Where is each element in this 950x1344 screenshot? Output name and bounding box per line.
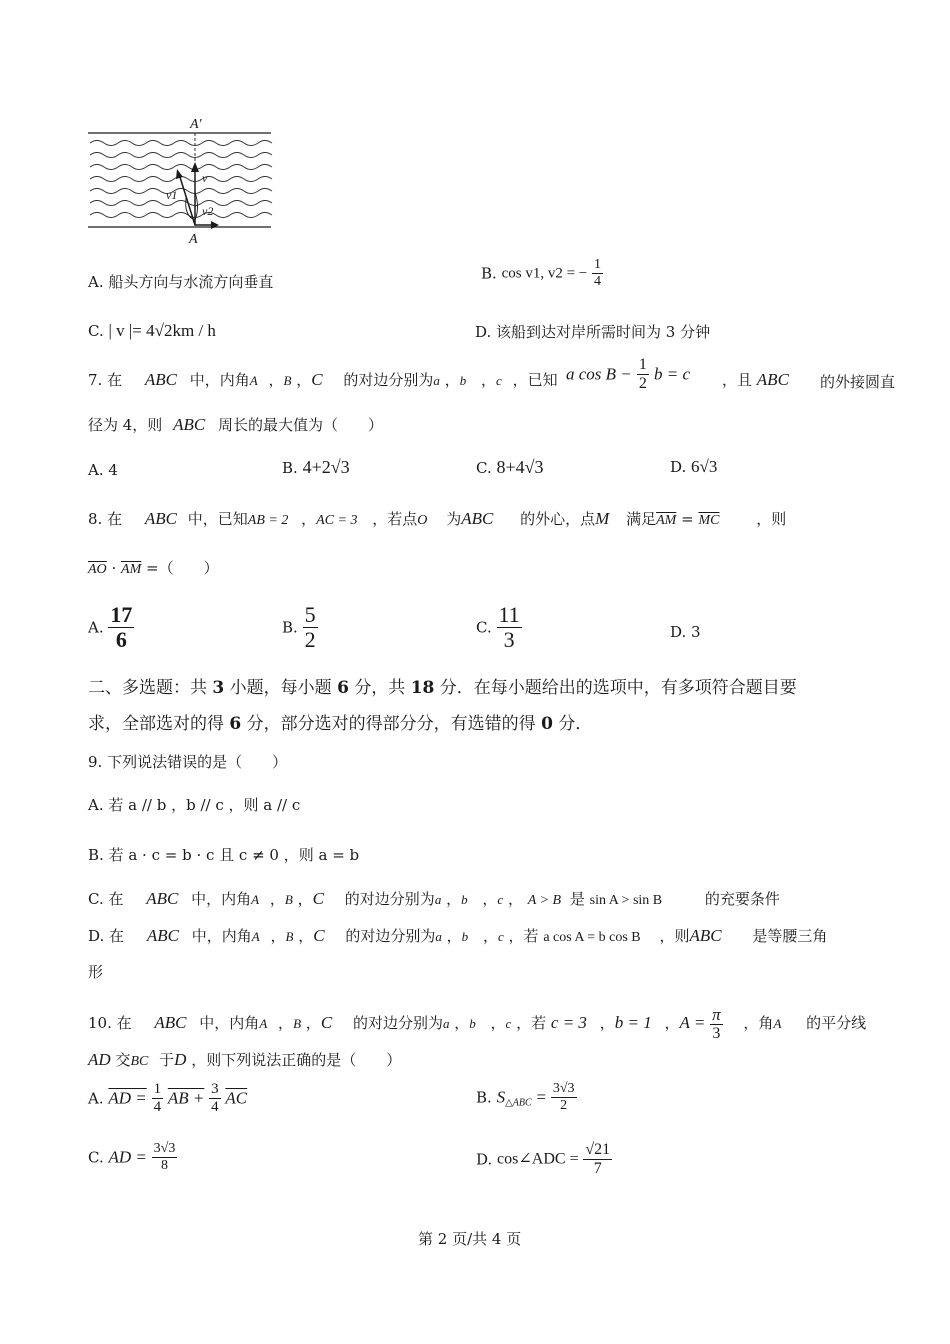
q9-c-cond: A > B xyxy=(527,893,562,908)
q7-t4: ，且 xyxy=(722,371,753,389)
q10-t8: ，则下列说法正确的是（ ） xyxy=(191,1051,402,1069)
q8-option-d: D. 3 xyxy=(670,623,701,641)
q9-d-B: B xyxy=(285,929,294,944)
q10-b-n: 3√3 xyxy=(552,1081,575,1096)
q9-d-C: C xyxy=(313,926,325,945)
q9-option-d: D. 在 ABC 中，内角A ，B ，C 的对边分别为a ，b ，c ，若 a cos A = b cos B ，则ABC 是等腰三角 xyxy=(88,926,828,945)
q6-option-b xyxy=(481,258,603,289)
q10-number: 10. 在 xyxy=(88,1014,132,1032)
q10-t4: ，角 xyxy=(743,1014,774,1032)
q7-option-b xyxy=(282,457,350,478)
q7-stem-line1: 7. 在 ABC 中，内角A ，B ，C 的对边分别为a ，b ，c ，已知 xyxy=(88,370,558,389)
section2-n4: 6 xyxy=(229,714,242,734)
q10-b-d: 2 xyxy=(560,1098,568,1113)
q10-B: B xyxy=(293,1016,302,1031)
q8-ao: $\overline{AO}$ xyxy=(88,562,107,577)
q6-option-b-prefix: B. xyxy=(481,264,497,283)
q7-option-d xyxy=(670,457,717,477)
section2-l2c: 分． xyxy=(558,714,593,734)
q7-t4-wrap xyxy=(722,370,789,390)
q9-option-a: A. 若 a // b ，b // c ，则 a // c xyxy=(88,796,301,814)
q10-a-r: $\overline{AC}$ xyxy=(225,1088,248,1108)
q10-option-b xyxy=(476,1082,577,1114)
q10-t3: ，若 xyxy=(516,1014,547,1032)
q8-t3: 为 xyxy=(446,510,462,528)
q10-t7: 于 xyxy=(159,1051,175,1069)
q7-t1: 中，内角 xyxy=(189,371,250,389)
q8-ac: AC = 3 xyxy=(316,513,358,528)
q7-option-d-value: 6√3 xyxy=(691,457,718,476)
q10-c-d: 8 xyxy=(161,1158,169,1173)
q9-c-abc: ABC xyxy=(146,889,179,908)
q10-a-n2: 3 xyxy=(211,1081,219,1097)
page-footer: 第 2 页/共 4 页 xyxy=(418,1230,522,1248)
q9-c-a: C. 在 xyxy=(88,890,124,908)
q10-b1: b = 1 xyxy=(614,1013,652,1032)
q8-abc: ABC xyxy=(144,509,177,528)
q10-abc: ABC xyxy=(154,1013,187,1032)
q10-t5: 的平分线 xyxy=(806,1014,867,1032)
q7-formula-d: 2 xyxy=(638,375,647,392)
q8-ab: AB = 2 xyxy=(247,513,289,528)
q7-line2: 径为 4，则 xyxy=(88,416,163,434)
q7-t6: 周长的最大值为（ ） xyxy=(217,416,383,434)
q8-t2: ，若点 xyxy=(372,510,418,528)
q8-option-c xyxy=(476,604,522,651)
q10-a-d1: 4 xyxy=(153,1099,162,1115)
q8-b-num: 5 xyxy=(304,602,316,627)
section2-n2: 6 xyxy=(337,678,349,698)
section2-l2a: 求，全部选对的得 xyxy=(88,714,224,734)
q7-option-a: A. 4 xyxy=(88,461,118,479)
q8-number: 8. 在 xyxy=(88,510,123,528)
q6-option-c xyxy=(88,321,216,341)
q10-b-sub: △ABC xyxy=(505,1097,532,1109)
q10-bc: BC xyxy=(130,1054,149,1069)
q9-stem: 9. 下列说法错误的是（ ） xyxy=(88,753,288,771)
q7-abc-2: ABC xyxy=(756,370,789,389)
q6-option-c-math: | v |= 4√2km / h xyxy=(108,321,216,340)
q10-d-l: cos∠ADC = xyxy=(497,1150,579,1168)
q6-b-num: 1 xyxy=(594,257,602,272)
q10-a-d2: 4 xyxy=(211,1099,219,1115)
q10-b-prefix: B. xyxy=(476,1088,492,1107)
q10-stem-line1: 10. 在 ABC 中，内角A ，B ，C 的对边分别为a ，b ，c ，若 c = 3 ，b = 1 ，A = $\frac{\pi}{3}$ ，角A 的平分线 xyxy=(88,1005,867,1042)
q9-d-e: ，则 xyxy=(659,927,690,945)
q9-d-cond: a cos A = b cos B xyxy=(543,930,641,945)
q8-c-den: 3 xyxy=(503,627,515,652)
q10-A: A xyxy=(259,1016,268,1031)
section2-l1a: 二、多选题：共 xyxy=(88,678,207,698)
q7-option-c xyxy=(476,457,544,478)
q9-c-A: A xyxy=(251,892,260,907)
q8-m: M xyxy=(595,509,610,528)
q9-c-d: ， xyxy=(507,890,523,908)
q7-abc: ABC xyxy=(144,370,177,389)
section2-line2 xyxy=(88,707,592,741)
q10-a-eq: A = xyxy=(679,1013,706,1032)
section2-n3: 18 xyxy=(410,678,435,698)
q10-b-eq: = xyxy=(536,1087,547,1107)
q7-t5: 的外接圆直 xyxy=(820,373,896,391)
q8-stem-line2 xyxy=(88,558,219,580)
q8-t5: 满足 xyxy=(626,510,657,528)
q9-d-abc: ABC xyxy=(146,926,179,945)
q8-b-den: 2 xyxy=(304,627,316,652)
label-a-prime: A′ xyxy=(190,117,202,132)
q8-t6: ，则 xyxy=(756,510,787,528)
q10-b: b xyxy=(469,1016,476,1031)
q10-t6: 交 xyxy=(115,1051,131,1069)
q10-d-d: 7 xyxy=(593,1160,602,1177)
q6-option-b-math: cos v1, v2 = − xyxy=(501,265,588,282)
q10-c3: c = 3 xyxy=(550,1013,587,1032)
section2-line1 xyxy=(88,671,797,705)
q8-dot: · xyxy=(111,559,117,577)
q10-b-l: S xyxy=(496,1087,506,1107)
q7-b: b xyxy=(459,373,467,388)
q7-formula-n: 1 xyxy=(638,356,647,373)
q7-formula-l: a cos B − xyxy=(566,364,632,384)
river-diagram xyxy=(86,112,276,252)
q8-t7: =（ ） xyxy=(146,559,219,577)
q9-c-b-var: b xyxy=(461,892,468,907)
q8-c-num: 11 xyxy=(498,602,520,627)
q6-option-c-prefix: C. xyxy=(88,322,104,340)
q9-option-b: B. 若 a · c = b · c 且 c ≠ 0 ，则 a = b xyxy=(88,846,360,864)
q10-three: 3 xyxy=(712,1025,721,1042)
section2-l1d: 分．在每小题给出的选项中，有多项符合题目要 xyxy=(439,678,797,698)
q9-d-a: D. 在 xyxy=(88,927,125,945)
q7-abc-3: ABC xyxy=(173,415,206,434)
q10-a-prefix: A. xyxy=(88,1089,104,1108)
q9-c-a-var: a xyxy=(434,892,442,907)
q8-option-c-prefix: C. xyxy=(476,618,492,637)
q8-option-b-prefix: B. xyxy=(282,618,298,637)
q9-d-c-var: c xyxy=(497,929,504,944)
q8-a-den: 6 xyxy=(115,627,127,652)
q9-c-e: 是 xyxy=(569,890,585,908)
q10-a-n1: 1 xyxy=(153,1081,162,1097)
q10-a-m: AB + xyxy=(167,1088,205,1108)
q7-option-c-value: 8+4√3 xyxy=(496,457,544,477)
label-a: A xyxy=(189,232,198,247)
q8-o: O xyxy=(417,513,428,528)
q9-d-d: ，若 xyxy=(508,927,539,945)
q8-stem-line1: 8. 在 ABC 中，已知AB = 2 ，AC = 3 ，若点O 为ABC 的外心，点M 满足$\overline{AM} = \overline{MC}$ ，则 xyxy=(88,509,787,528)
q8-option-a-prefix: A. xyxy=(88,618,104,637)
q9-d-c: 的对边分别为 xyxy=(345,927,436,945)
q10-A-2: A xyxy=(773,1016,782,1031)
q10-option-c xyxy=(88,1142,177,1173)
q9-d-f: 是等腰三角 xyxy=(752,927,828,945)
q10-t1: 中，内角 xyxy=(199,1014,260,1032)
q10-d-prefix: D. xyxy=(476,1150,493,1169)
section2-n5: 0 xyxy=(541,714,553,734)
q9-option-c: C. 在 ABC 中，内角A ，B ，C 的对边分别为a ，b ，c ， A > B 是 sin A > sin B 的充要条件 xyxy=(88,889,780,908)
section2-n1: 3 xyxy=(212,678,225,698)
section2-l1c: 分，共 xyxy=(354,678,406,698)
q7-option-b-value: 4+2√3 xyxy=(302,457,350,477)
q10-c-l: AD = xyxy=(108,1147,147,1167)
q9-option-d-cont: 形 xyxy=(88,963,104,981)
q7-a: a xyxy=(433,373,440,388)
section2-l2b: 分，部分选对的得部分分，有选错的得 xyxy=(246,714,536,734)
q7-option-b-prefix: B. xyxy=(282,459,298,477)
q10-option-d xyxy=(476,1142,612,1177)
q7-stem-line2 xyxy=(88,415,383,435)
q9-c-f: 的充要条件 xyxy=(704,890,780,908)
q6-b-den: 4 xyxy=(594,274,602,289)
q7-C: C xyxy=(311,370,323,389)
q7-c: c xyxy=(496,373,502,388)
q10-c: c xyxy=(505,1016,512,1031)
q8-mc: $\overline{MC}$ xyxy=(698,513,720,528)
q9-c-cond2: sin A > sin B xyxy=(589,893,663,908)
q9-d-A: A xyxy=(251,929,260,944)
label-v1: v1 xyxy=(166,188,178,202)
q9-d-b-var: b xyxy=(461,929,469,944)
q8-eq: = xyxy=(681,510,694,528)
q10-C: C xyxy=(320,1013,333,1032)
q8-abc-2: ABC xyxy=(461,509,494,528)
q9-c-B: B xyxy=(284,892,293,907)
q7-formula-r: b = c xyxy=(653,364,690,384)
q6-option-d: D. 该船到达对岸所需时间为 3 分钟 xyxy=(475,323,711,341)
q10-d: D xyxy=(174,1050,187,1069)
q10-a: a xyxy=(442,1016,450,1031)
q10-stem-line2 xyxy=(88,1050,401,1072)
q7-A: A xyxy=(249,373,258,388)
q9-c-c-var: c xyxy=(497,892,504,907)
q7-number: 7. 在 xyxy=(88,371,123,389)
q8-am-2: $\overline{AM}$ xyxy=(121,562,142,577)
q8-option-b xyxy=(282,604,318,651)
q9-c-C: C xyxy=(312,889,325,908)
q8-am: $\overline{AM}$ xyxy=(656,513,677,528)
label-v2: v2 xyxy=(202,204,214,218)
label-v: v xyxy=(202,171,208,185)
q10-a-l: AD = xyxy=(108,1088,147,1108)
q9-d-b: 中，内角 xyxy=(191,927,252,945)
q8-t4: 的外心，点 xyxy=(520,510,596,528)
q10-c-prefix: C. xyxy=(88,1148,104,1167)
q6-option-a: A. 船头方向与水流方向垂直 xyxy=(88,273,274,291)
q10-d-n: √21 xyxy=(585,1141,611,1158)
q9-d-abc-2: ABC xyxy=(689,926,722,945)
q7-t2: 的对边分别为 xyxy=(343,371,434,389)
q10-t2: 的对边分别为 xyxy=(352,1014,443,1032)
q9-c-c: 的对边分别为 xyxy=(344,890,435,908)
q10-pi: π xyxy=(712,1005,721,1024)
q7-t3: ，已知 xyxy=(512,371,558,389)
q8-a-num: 17 xyxy=(110,602,133,627)
q8-option-a xyxy=(88,604,134,651)
q7-option-c-prefix: C. xyxy=(476,459,492,477)
q7-option-d-prefix: D. xyxy=(670,458,687,476)
q8-t1: 中，已知 xyxy=(187,510,248,528)
q10-option-a xyxy=(88,1082,247,1115)
q9-c-b: 中，内角 xyxy=(191,890,252,908)
q7-formula xyxy=(566,357,690,392)
q10-ad: AD xyxy=(88,1050,111,1069)
q7-B: B xyxy=(283,373,292,388)
q9-d-a-var: a xyxy=(435,929,442,944)
q10-c-n: 3√3 xyxy=(153,1141,176,1156)
section2-l1b: 小题，每小题 xyxy=(229,678,332,698)
